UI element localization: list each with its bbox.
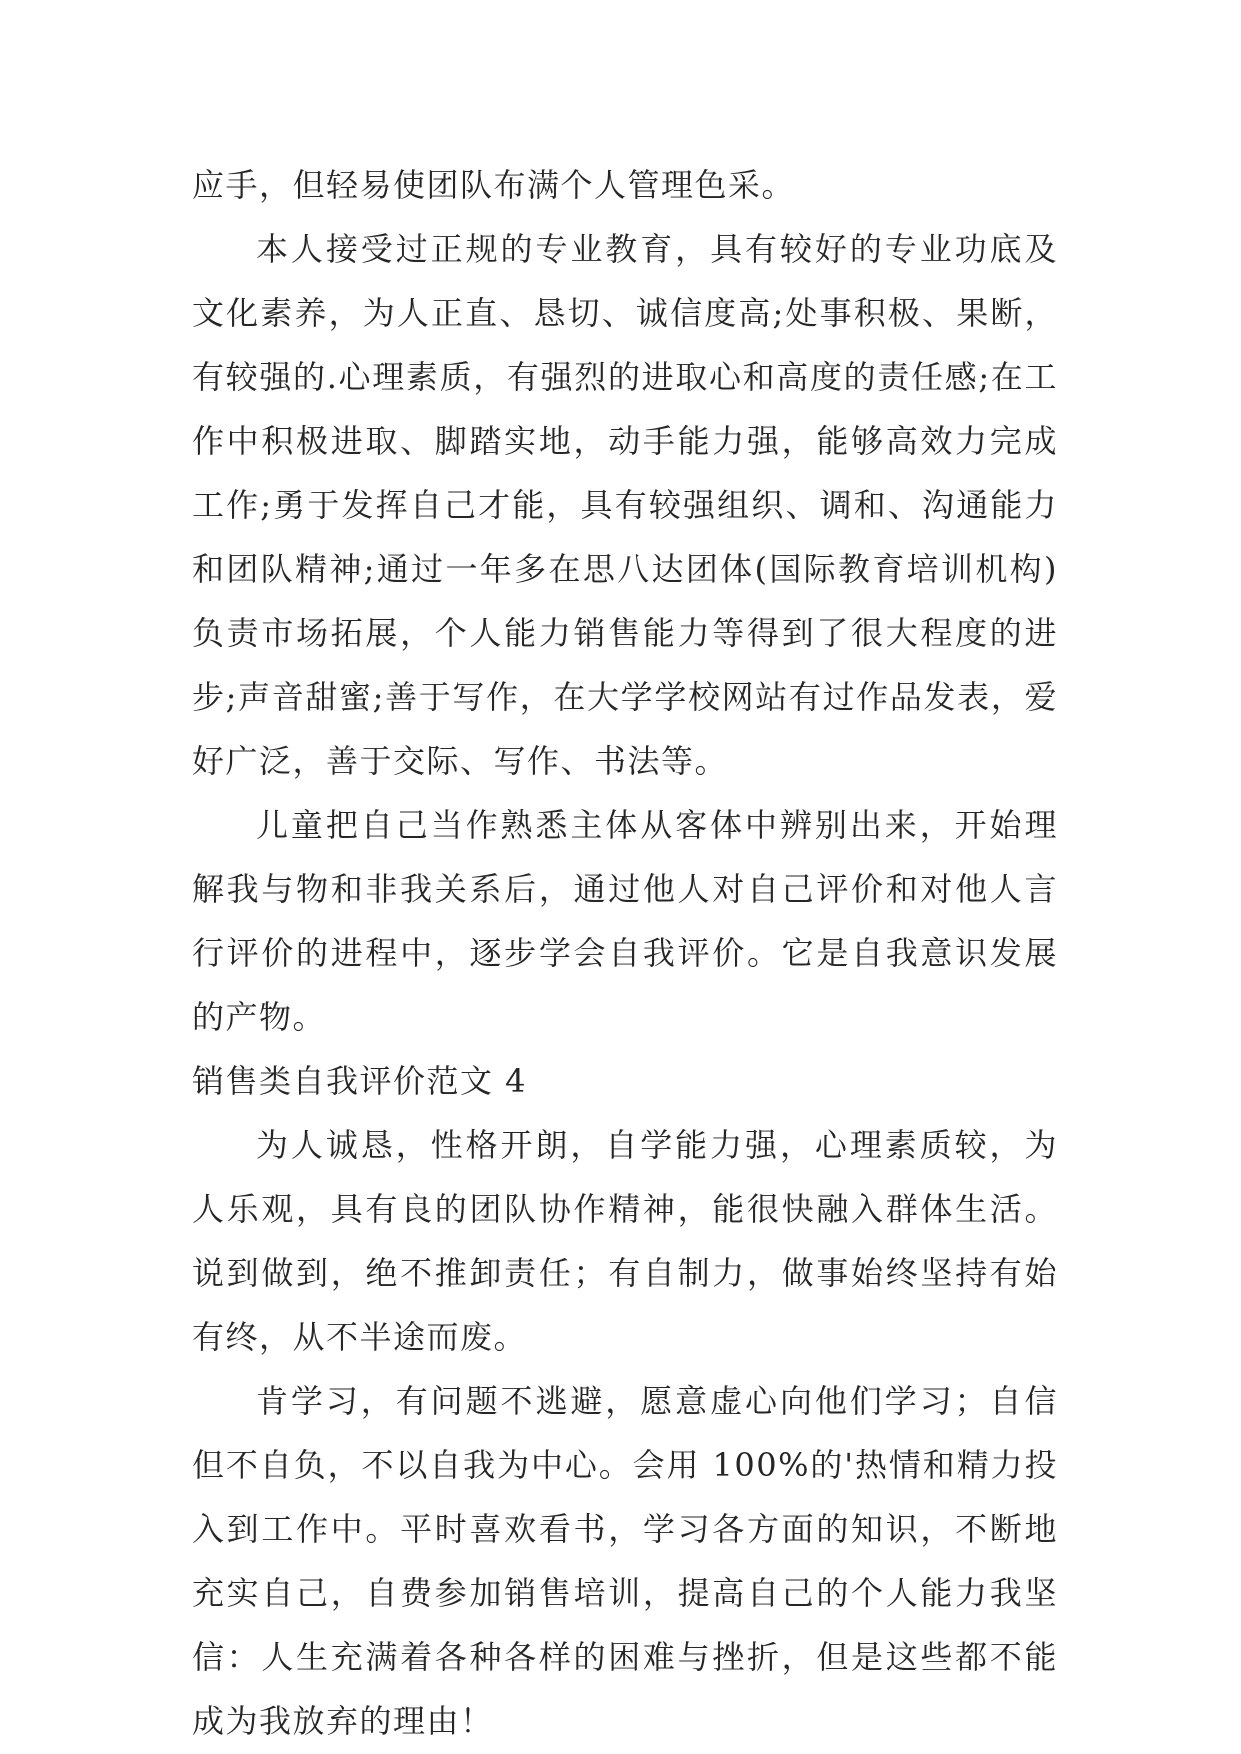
paragraph-continuation: 应手，但轻易使团队布满个人管理色采。: [192, 166, 796, 204]
paragraph-personality: 为人诚恳，性格开朗，自学能力强，心理素质较，为人乐观，具有良的团队协作精神，能很快融入群体生活。说到做到，绝不推卸责任；有自制力，做事始终坚持有始有终，从不半途而废。: [192, 1126, 1058, 1356]
section-heading: 销售类自我评价范文 4: [192, 1062, 528, 1100]
document-body: [192, 153, 1058, 1753]
paragraph-self-description: 本人接受过正规的专业教育，具有较好的专业功底及文化素养，为人正直、恳切、诚信度高;处事积极、果断，有较强的.心理素质，有强烈的进取心和高度的责任感;在工作中积极进取、脚踏实地，动手能力强，能够高效力完成工作;勇于发挥自己才能，具有较强组织、调和、沟通能力和团队精神;通过一年多在思八达团体(国际教育培训机构)负责市场拓展，个人能力销售能力等得到了很大程度的进步;声音甜蜜;善于写作，在大学学校网站有过作品发表，爱好广泛，善于交际、写作、书法等。: [192, 230, 1058, 780]
paragraph-learning-attitude: 肯学习，有问题不逃避，愿意虚心向他们学习；自信但不自负，不以自我为中心。会用 100%的'热情和精力投入到工作中。平时喜欢看书，学习各方面的知识，不断地充实自己，自费参加销售培训，提高自己的个人能力我坚信：人生充满着各种各样的困难与挫折，但是这些都不能成为我放弃的理由！: [192, 1382, 1058, 1740]
paragraph-self-evaluation-theory: 儿童把自己当作熟悉主体从客体中辨别出来，开始理解我与物和非我关系后，通过他人对自己评价和对他人言行评价的进程中，逐步学会自我评价。它是自我意识发展的产物。: [192, 806, 1058, 1036]
